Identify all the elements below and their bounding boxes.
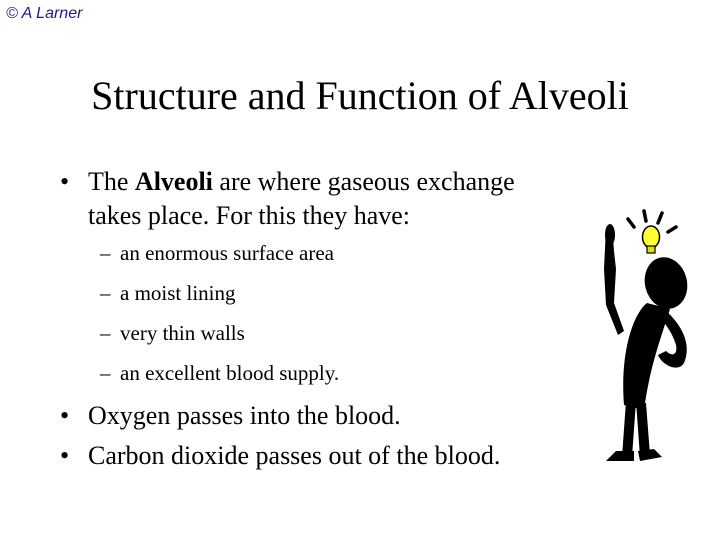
dash-symbol: –	[100, 361, 111, 385]
bullet-alveoli-bold: Alveoli	[134, 167, 213, 196]
sub-item-text: an excellent blood supply.	[120, 361, 340, 385]
bullet-oxygen-text: Oxygen passes into the blood.	[88, 401, 401, 430]
slide-title: Structure and Function of Alveoli	[91, 73, 629, 118]
sub-item	[58, 359, 618, 387]
bullet-carbon-dioxide	[58, 439, 618, 473]
bullet-carbon-dioxide-text: Carbon dioxide passes out of the blood.	[88, 441, 501, 470]
figure-second-arm	[658, 311, 687, 368]
bullet-alveoli-prefix: The	[88, 167, 135, 196]
sub-item-text: a moist lining	[120, 281, 236, 305]
lightbulb-icon	[643, 226, 660, 253]
sub-item	[58, 279, 618, 307]
sub-item	[58, 239, 618, 267]
bullet-alveoli-line1: are where gaseous exchange	[212, 167, 515, 196]
thinking-figure-icon	[592, 205, 712, 470]
copyright-notice: © A Larner	[6, 5, 83, 22]
bullet-alveoli-line2: takes place. For this they have:	[88, 201, 411, 230]
raised-arm-icon	[604, 224, 624, 335]
bullet-oxygen	[58, 399, 618, 433]
dash-symbol: –	[100, 281, 111, 305]
dash-symbol: –	[100, 241, 111, 265]
bullet-symbol: •	[60, 441, 70, 470]
figure-legs	[606, 401, 662, 461]
dash-symbol: –	[100, 321, 111, 345]
bullet-list	[58, 165, 618, 479]
sub-item-text: very thin walls	[120, 321, 245, 345]
sub-item-text: an enormous surface area	[120, 241, 334, 265]
bullet-symbol: •	[60, 401, 70, 430]
bullet-alveoli	[58, 165, 618, 233]
sub-item	[58, 319, 618, 347]
bullet-symbol: •	[60, 167, 70, 196]
